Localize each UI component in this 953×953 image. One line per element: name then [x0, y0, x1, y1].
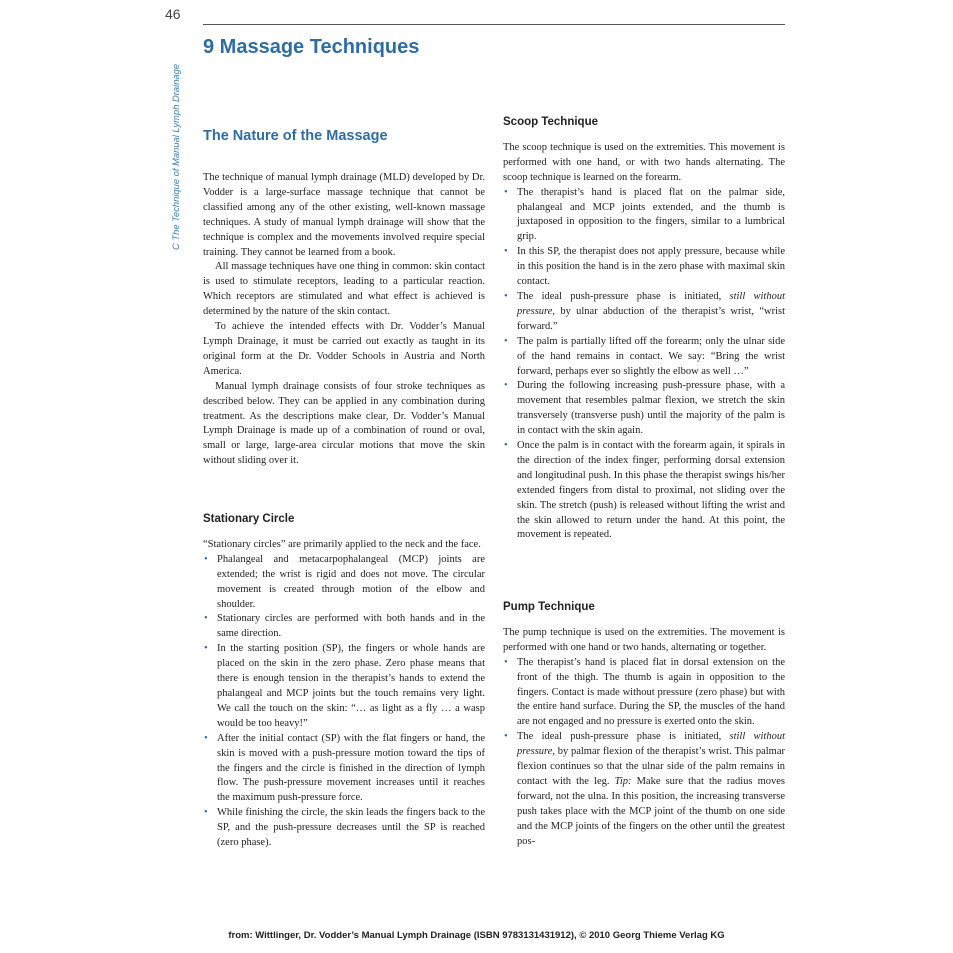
left-column	[203, 171, 485, 469]
section-title: The Nature of the Massage	[203, 128, 388, 144]
bullet-item: • While finishing the circle, the skin leads the fingers back to the SP, and the push-pressure decreases until the SP is reached (zero phase).	[203, 806, 485, 851]
bullet-item: • The therapist’s hand is placed flat in dorsal extension on the front of the thigh. The thumb is again in opposition to the fingers. Contact is made without pressure (zero phase) but with the entire hand surface. During the SP, the muscles of the hand are not engaged and no pressure is exerted onto the skin.	[503, 656, 785, 731]
bullet-item: • The therapist’s hand is placed flat on the palmar side, phalangeal and MCP joints extended, and the thumb is juxtaposed in opposition to the fingers, similar to a lumbrical grip.	[503, 186, 785, 246]
bullet-item: • Once the palm is in contact with the forearm again, it spirals in the direction of the index finger, performing dorsal extension and longitudinal push. In this phase the therapist swings his/her extended fingers from distal to proximal, not sliding over the skin. The stretch (push) is released without lifting the wrist and the skin allowed to return under the hand. At this point, the movement is repeated.	[503, 439, 785, 543]
subsection-intro: The pump technique is used on the extremities. The movement is performed with one hand or two hands, alternating or together.	[503, 626, 785, 653]
page-number: 46	[165, 6, 181, 22]
bullet-item: • In the starting position (SP), the fingers or whole hands are placed on the skin in the zero phase. Zero phase means that there is enough tension in the therapist’s hands to extend the phalangeal and MCP joints but the touch remains very light. We call the touch on the skin: “… as light as a fly … a wasp would be too heavy!”	[203, 642, 485, 731]
subsection-title: Scoop Technique	[503, 116, 598, 128]
scoop-technique-block	[503, 115, 785, 543]
paragraph: All massage techniques have one thing in common: skin contact is used to stimulate receptors, leading to a particular reaction. Which receptors are stimulated and what effect is achieved is determined by the nature of the skin contact.	[203, 261, 485, 318]
subsection-title: Stationary Circle	[203, 513, 295, 525]
bullet-item: • During the following increasing push-pressure phase, with a movement that resembles palmar flexion, we stretch the skin transversely (transverse push) until the majority of the palm is in contact with the skin again.	[503, 379, 785, 439]
pump-technique-block	[503, 600, 785, 850]
source-footer: from: Wittlinger, Dr. Vodder’s Manual Lymph Drainage (ISBN 9783131431912), © 2010 Georg Thieme Verlag KG	[228, 930, 725, 941]
bullet-item: • The ideal push-pressure phase is initiated, still without pressure, by palmar flexion of the therapist’s wrist. This palmar flexion continues so that the ulnar side of the palm remains in contact with the leg. Tip: Make sure that the radius moves forward, not the ulna. In this position, the increasing transverse push takes place with the MCP joint of the thumb on one side and the MCP joints of the fingers on the other until the greatest pos-	[503, 730, 785, 849]
subsection-intro: “Stationary circles” are primarily applied to the neck and the face.	[203, 538, 481, 550]
paragraph: Manual lymph drainage consists of four stroke techniques as described below. They can be applied in any combination during treatment. As the descriptions make clear, Dr. Vodder’s Manual Lymph Drainage is made up of a combination of round or oval, small or large, large-area circular motions that move the skin without sliding over it.	[203, 380, 485, 467]
bullet-list	[503, 186, 785, 544]
subsection-intro: The scoop technique is used on the extremities. This movement is performed with one hand, or with two hands alternating. The scoop technique is learned on the forearm.	[503, 141, 785, 183]
bullet-list	[503, 656, 785, 850]
chapter-title: 9 Massage Techniques	[203, 36, 420, 58]
subsection-title: Pump Technique	[503, 601, 595, 613]
bullet-list	[203, 553, 485, 851]
bullet-item: • Stationary circles are performed with both hands and in the same direction.	[203, 612, 485, 642]
bullet-item: • In this SP, the therapist does not apply pressure, because while in this position the hand is in the zero phase with maximal skin contact.	[503, 245, 785, 290]
paragraph: The technique of manual lymph drainage (MLD) developed by Dr. Vodder is a large-surface massage technique that cannot be classified among any of the other existing, well-known massage techniques. A study of manual lymph drainage will show that the technique is complex and the movements involved require special training. They cannot be learned from a book.	[203, 172, 485, 258]
bullet-item: • The palm is partially lifted off the forearm; only the ulnar side of the hand remains in contact. We say: “Bring the wrist forward, perhaps ever so slightly the elbow as well …”	[503, 335, 785, 380]
bullet-item: • After the initial contact (SP) with the flat fingers or hand, the skin is moved with a push-pressure motion toward the tips of the fingers and the circle is finished in the direction of lymph flow. The push-pressure movement increases until it reaches the maximum push-pressure force.	[203, 732, 485, 807]
side-running-head: C The Technique of Manual Lymph Drainage	[170, 63, 181, 250]
bullet-item: • The ideal push-pressure phase is initiated, still without pressure, by ulnar abduction of the therapist’s wrist, “wrist forward.”	[503, 290, 785, 335]
header-rule	[203, 24, 785, 25]
paragraph: To achieve the intended effects with Dr. Vodder’s Manual Lymph Drainage, it must be carried out exactly as taught in its original form at the Dr. Vodder Schools in Austria and North America.	[203, 321, 485, 377]
stationary-circle-block	[203, 512, 485, 851]
bullet-item: • Phalangeal and metacarpophalangeal (MCP) joints are extended; the wrist is rigid and does not move. The circular movement is created through motion of the elbow and shoulder.	[203, 553, 485, 613]
